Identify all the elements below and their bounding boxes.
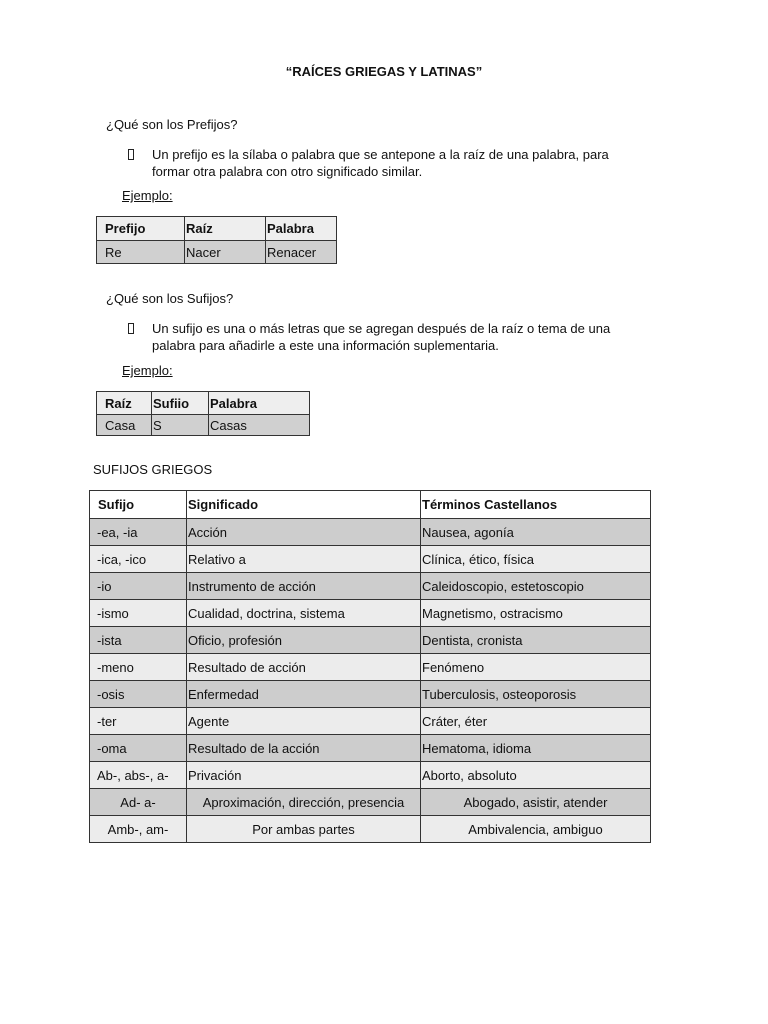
table-cell: Relativo a bbox=[187, 546, 421, 573]
table-cell: Cualidad, doctrina, sistema bbox=[187, 600, 421, 627]
table-cell: Fenómeno bbox=[421, 654, 651, 681]
table-cell: Caleidoscopio, estetoscopio bbox=[421, 573, 651, 600]
table-row bbox=[90, 519, 651, 546]
table-cell: Resultado de acción bbox=[187, 654, 421, 681]
table-cell: Amb-, am- bbox=[90, 816, 187, 843]
table-cell: Aborto, absoluto bbox=[421, 762, 651, 789]
table-cell: Oficio, profesión bbox=[187, 627, 421, 654]
table-cell: Ad- a- bbox=[90, 789, 187, 816]
prefijos-example-table bbox=[96, 216, 337, 264]
table-row bbox=[90, 546, 651, 573]
table-cell: Agente bbox=[187, 708, 421, 735]
table-header: Términos Castellanos bbox=[421, 491, 651, 519]
table-cell: -osis bbox=[90, 681, 187, 708]
table-cell: Acción bbox=[187, 519, 421, 546]
table-cell: Aproximación, dirección, presencia bbox=[187, 789, 421, 816]
table-cell: -ismo bbox=[90, 600, 187, 627]
table-row bbox=[90, 735, 651, 762]
sufijos-example-label: Ejemplo: bbox=[122, 363, 173, 378]
table-header: Prefijo bbox=[97, 217, 185, 241]
table-header: Raíz bbox=[185, 217, 266, 241]
table-row bbox=[90, 654, 651, 681]
table-cell: Por ambas partes bbox=[187, 816, 421, 843]
table-cell: Enfermedad bbox=[187, 681, 421, 708]
table-cell: -ter bbox=[90, 708, 187, 735]
table-header: Sufiio bbox=[152, 392, 209, 415]
table-cell: Nacer bbox=[185, 241, 266, 264]
table-header: Significado bbox=[187, 491, 421, 519]
table-cell: -ista bbox=[90, 627, 187, 654]
table-cell: Hematoma, idioma bbox=[421, 735, 651, 762]
table-cell: Privación bbox=[187, 762, 421, 789]
table-cell: Tuberculosis, osteoporosis bbox=[421, 681, 651, 708]
table-row bbox=[90, 627, 651, 654]
table-row bbox=[90, 708, 651, 735]
table-cell: Ambivalencia, ambiguo bbox=[421, 816, 651, 843]
table-cell: Cráter, éter bbox=[421, 708, 651, 735]
table-cell: -ea, -ia bbox=[90, 519, 187, 546]
table-header: Raíz bbox=[97, 392, 152, 415]
table-cell: S bbox=[152, 415, 209, 436]
sufijos-definition bbox=[152, 320, 610, 354]
table-cell: Casa bbox=[97, 415, 152, 436]
table-cell: Ab-, abs-, a- bbox=[90, 762, 187, 789]
table-cell: Magnetismo, ostracismo bbox=[421, 600, 651, 627]
table-row bbox=[90, 762, 651, 789]
prefijos-example-label: Ejemplo: bbox=[122, 188, 173, 203]
sufijos-definition-line2: palabra para añadirle a este una información suplementaria. bbox=[152, 338, 499, 353]
prefijos-definition bbox=[152, 146, 609, 180]
table-cell: -meno bbox=[90, 654, 187, 681]
table-cell: Casas bbox=[209, 415, 310, 436]
table-row bbox=[90, 600, 651, 627]
table-cell: -ica, -ico bbox=[90, 546, 187, 573]
table-cell: Renacer bbox=[266, 241, 337, 264]
table-cell: Nausea, agonía bbox=[421, 519, 651, 546]
sufijos-question: ¿Qué son los Sufijos? bbox=[106, 291, 234, 306]
table-row bbox=[90, 573, 651, 600]
table-header: Palabra bbox=[209, 392, 310, 415]
table-cell: Instrumento de acción bbox=[187, 573, 421, 600]
bullet-icon bbox=[128, 323, 134, 334]
table-cell: Abogado, asistir, atender bbox=[421, 789, 651, 816]
table-row bbox=[90, 816, 651, 843]
document-title: “RAÍCES GRIEGAS Y LATINAS” bbox=[285, 64, 483, 79]
sufijos-definition-line1: Un sufijo es una o más letras que se agregan después de la raíz o tema de una bbox=[152, 321, 611, 336]
prefijos-definition-line1: Un prefijo es la sílaba o palabra que se antepone a la raíz de una palabra, para bbox=[152, 147, 609, 162]
example-label-text: Ejemplo bbox=[122, 188, 169, 203]
table-row bbox=[90, 681, 651, 708]
table-header: Palabra bbox=[266, 217, 337, 241]
prefijos-question: ¿Qué son los Prefijos? bbox=[106, 117, 238, 132]
prefijos-definition-line2: formar otra palabra con otro significado similar. bbox=[152, 164, 423, 179]
table-header: Sufijo bbox=[90, 491, 187, 519]
sufijos-griegos-heading: SUFIJOS GRIEGOS bbox=[93, 462, 213, 477]
table-cell: Resultado de la acción bbox=[187, 735, 421, 762]
example-label-text: Ejemplo bbox=[122, 363, 169, 378]
table-cell: -oma bbox=[90, 735, 187, 762]
table-row bbox=[90, 789, 651, 816]
sufijos-griegos-table bbox=[89, 490, 651, 843]
table-cell: -io bbox=[90, 573, 187, 600]
table-cell: Re bbox=[97, 241, 185, 264]
table-cell: Dentista, cronista bbox=[421, 627, 651, 654]
table-cell: Clínica, ético, física bbox=[421, 546, 651, 573]
bullet-icon bbox=[128, 149, 134, 160]
sufijos-example-table bbox=[96, 391, 310, 436]
